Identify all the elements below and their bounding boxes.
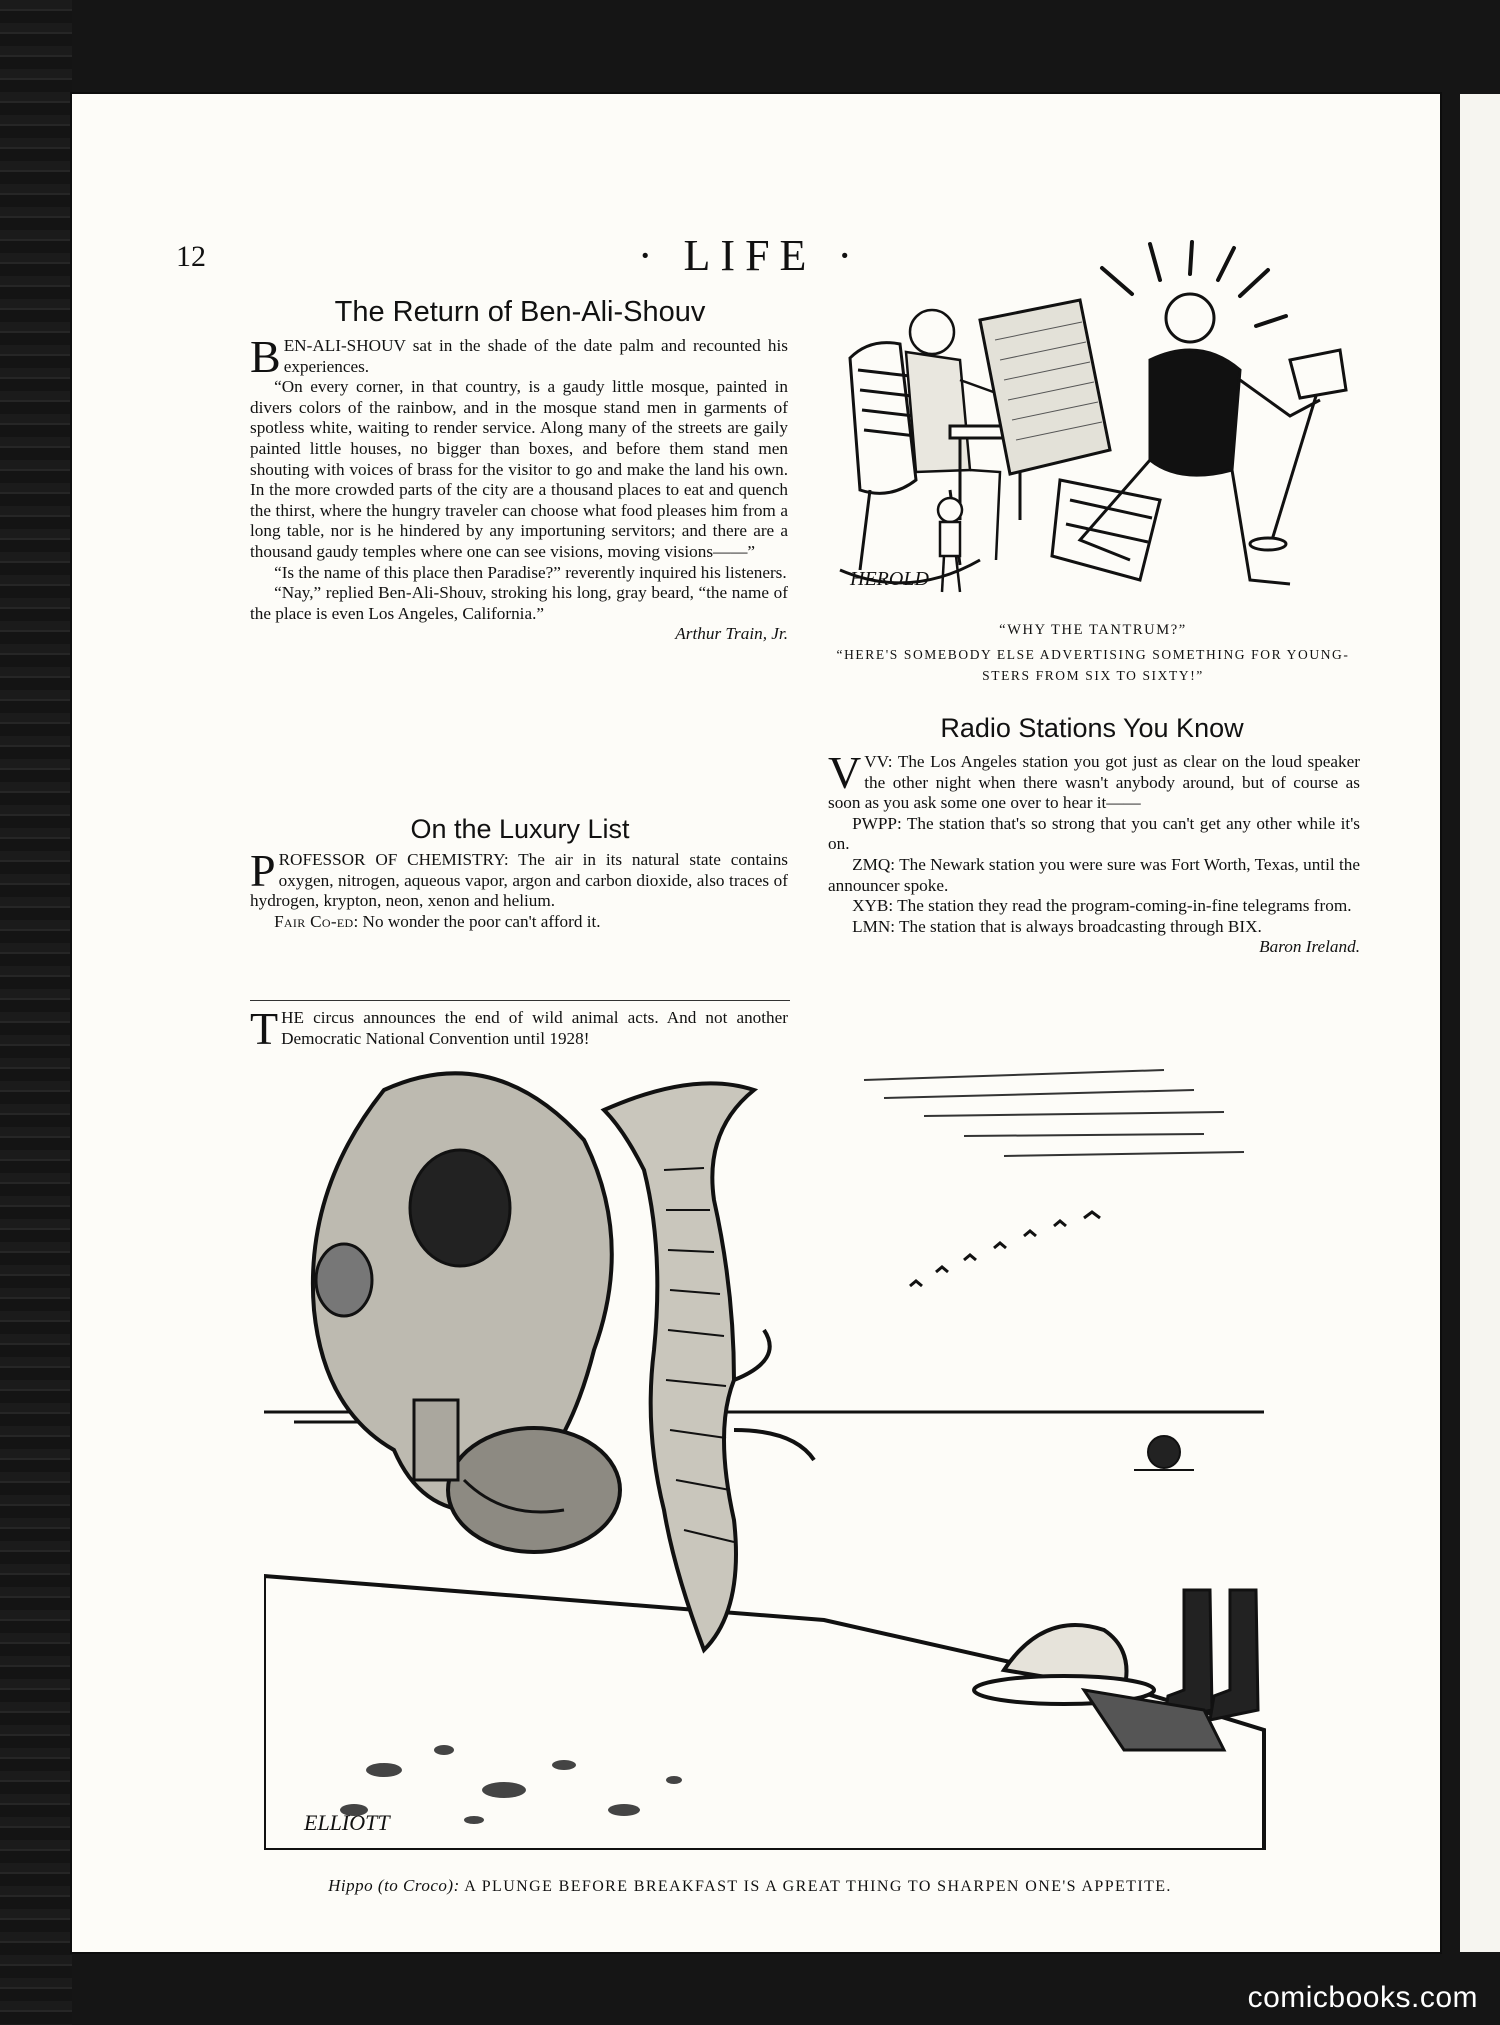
author-byline: Baron Ireland. <box>1259 937 1360 957</box>
flying-birds-icon <box>910 1212 1100 1286</box>
caption-speaker: Hippo (to Croco): <box>328 1876 460 1895</box>
lead-text: ROFESSOR OF CHEMISTRY: The air in its natural state contains oxygen, nitrogen, aqueous vapor, argon and carbon dioxide, also traces of hydrogen, krypton, neon, xenon and helium. <box>250 850 788 911</box>
tantrum-caption-question: “WHY THE TANTRUM?” <box>999 622 1187 638</box>
author-byline: Arthur Train, Jr. <box>675 624 788 644</box>
article-lead-paragraph <box>250 331 788 382</box>
article-body-circus <box>250 1003 788 1054</box>
page-number: 12 <box>176 240 206 273</box>
article-paragraph: “On every corner, in that country, is a gaudy little mosque, painted in divers colors of the rainbow, and in the mosque stand men in garments of spotless white, waiting to render service. Along many of the streets are gaily painted little houses, no bigger than boxes, and before them stand men shouting with voices of brass for the visitor to go and make the land his own. In the more crowded parts of the city are a thousand places to eat and quench the thirst, where the hungry traveler can choose what food pleases him from a long table, nor is he hindered by any importuning servitors; and there are a thousand gaudy temples where one can see visions, moving visions——” <box>250 377 788 561</box>
speaker-name: Fair Co-ed <box>274 911 354 931</box>
artist-signature: ELLIOTT <box>304 1810 390 1835</box>
dropcap: B <box>250 331 281 382</box>
article-body-radio <box>828 747 1360 958</box>
station-description: : The station they read the program-coming-in-fine telegrams from. <box>888 896 1352 916</box>
dropcap: V <box>828 747 862 798</box>
radio-entry <box>828 896 1360 917</box>
radio-entry <box>828 855 1360 896</box>
byline-row <box>250 624 788 645</box>
tantrum-caption-answer: “HERE'S SOMEBODY ELSE ADVERTISING SOMETHING FOR YOUNG-STERS FROM SIX TO SIXTY!” <box>836 647 1350 683</box>
hippo-caption <box>248 1876 1252 1896</box>
dialogue-line <box>250 912 788 933</box>
boots-icon <box>1164 1590 1258 1720</box>
crocodile-figure <box>604 1083 814 1650</box>
section-divider <box>250 1000 790 1001</box>
tantrum-cartoon <box>820 240 1360 620</box>
radio-entry <box>828 747 1360 814</box>
dropcap: P <box>250 845 276 896</box>
article-lead-paragraph <box>250 845 788 912</box>
article-title-radio: Radio Stations You Know <box>940 713 1244 743</box>
station-code: XYB <box>852 896 889 916</box>
article-paragraph: “Nay,” replied Ben-Ali-Shouv, stroking his long, gray beard, “the name of the place is even Los Angeles, California.” <box>250 583 788 623</box>
station-code: LMN <box>852 916 891 936</box>
scan-edge-left <box>0 0 72 2025</box>
next-page-sliver <box>1460 94 1500 1952</box>
radio-entry <box>828 814 1360 855</box>
hippo-figure <box>313 1073 620 1552</box>
station-description: : The Los Angeles station you got just as clear on the loud speaker the other night when there wasn't anybody around, but of course as soon as you ask some one over to hear it—— <box>828 752 1360 813</box>
article-title-luxury: On the Luxury List <box>410 814 630 844</box>
floor-lamp-icon <box>1250 350 1346 550</box>
lead-text: HE circus announces the end of wild animal acts. And not another Democratic National Convention until 1928! <box>281 1008 788 1048</box>
masthead-title: · LIFE · <box>637 231 863 280</box>
artist-signature: HEROLD <box>850 568 929 590</box>
article-lead-paragraph <box>250 1003 788 1054</box>
sky-cloud-streaks <box>864 1070 1244 1156</box>
swimmer-head-icon <box>1134 1436 1194 1470</box>
station-description: : The station that is always broadcasting through BIX. <box>890 916 1262 936</box>
radio-entry <box>828 917 1360 958</box>
small-boy-figure <box>938 498 962 592</box>
station-code: ZMQ <box>852 854 891 874</box>
dropcap: T <box>250 1003 279 1054</box>
article-body-benali <box>250 331 788 645</box>
station-description: : The Newark station you were sure was Fort Worth, Texas, until the announcer spoke. <box>828 854 1360 895</box>
lead-text: EN-ALI-SHOUV sat in the shade of the date palm and recounted his experiences. <box>283 336 788 376</box>
station-code: PWPP <box>852 813 897 833</box>
newspaper-icon <box>980 300 1110 474</box>
article-paragraph: “Is the name of this place then Paradise?” reverently inquired his listeners. <box>274 562 787 582</box>
source-watermark: comicbooks.com <box>1247 1981 1478 2014</box>
station-code: VV <box>864 752 888 771</box>
article-body-luxury <box>250 845 788 932</box>
hippo-croco-cartoon <box>264 1050 1276 1850</box>
overturned-chair-icon <box>1052 480 1160 580</box>
dialogue-text: : No wonder the poor can't afford it. <box>353 911 601 931</box>
station-description: : The station that's so strong that you can't get any other while it's on. <box>828 813 1360 854</box>
article-title-benali: The Return of Ben-Ali-Shouv <box>334 296 706 328</box>
caption-text: A PLUNGE BEFORE BREAKFAST IS A GREAT THING TO SHARPEN ONE'S APPETITE. <box>464 1878 1172 1895</box>
hippo-ear-icon <box>410 1150 510 1266</box>
